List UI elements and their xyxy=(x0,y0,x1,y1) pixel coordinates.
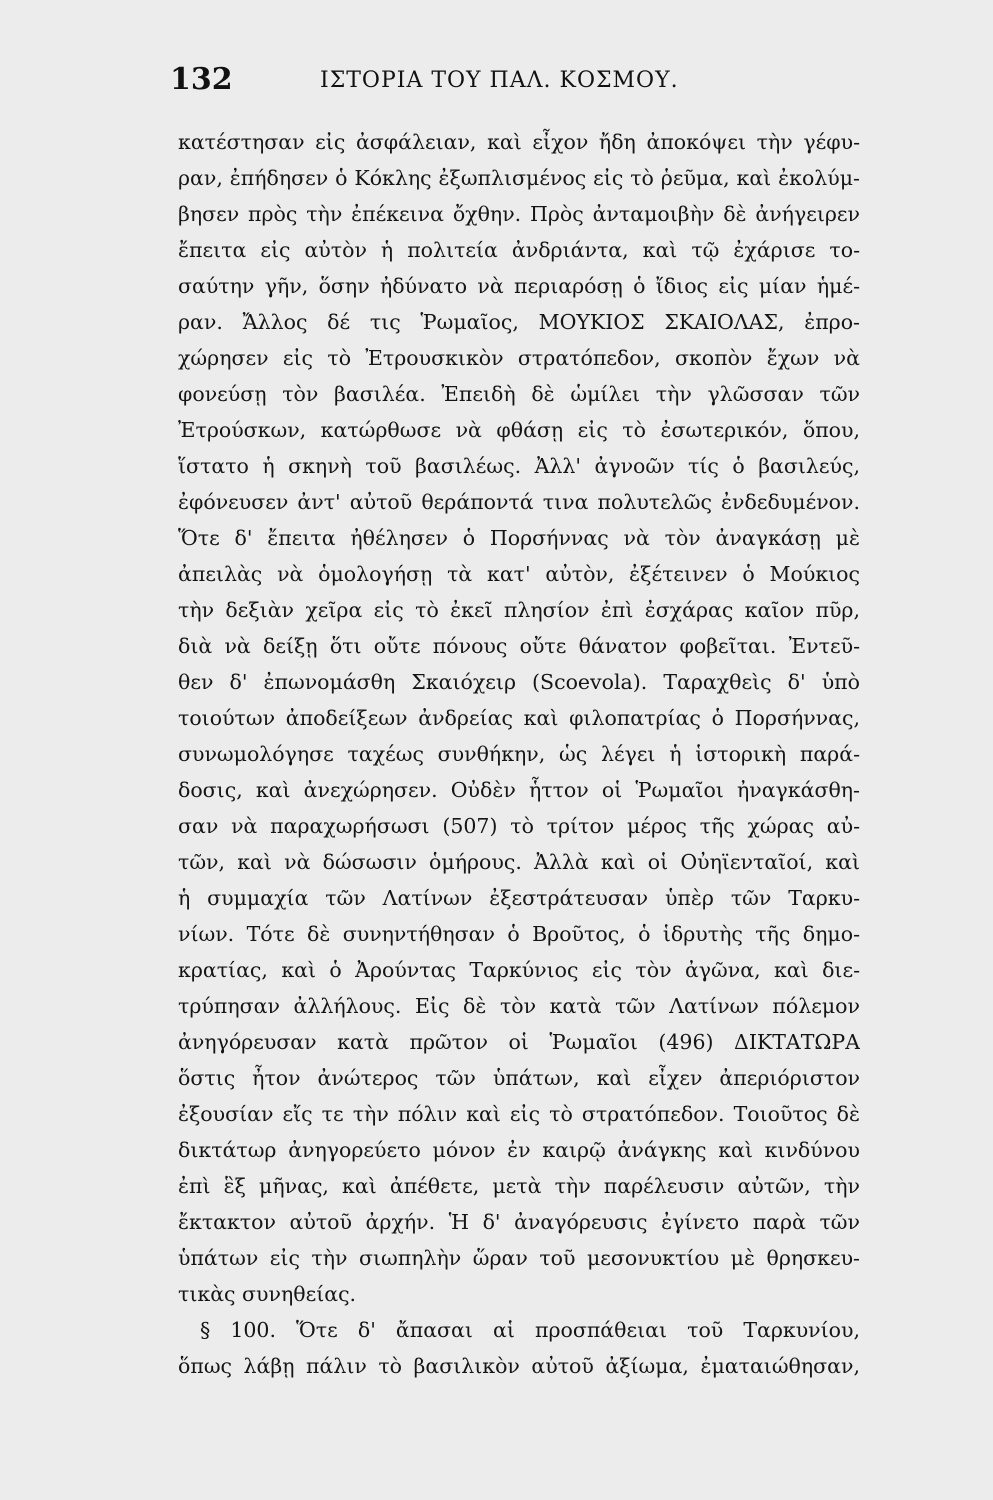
text-line: ἡ συμμαχία τῶν Λατίνων ἐξεστράτευσαν ὑπὲρ τῶν Ταρκυ- xyxy=(178,886,860,910)
text-line: σαύτην γῆν, ὅσην ἠδύνατο νὰ περιαρόσῃ ὁ ἴδιος εἰς μίαν ἡμέ- xyxy=(178,274,860,298)
text-line: διὰ νὰ δείξῃ ὅτι οὔτε πόνους οὔτε θάνατον φοβεῖται. Ἐντεῦ- xyxy=(178,634,860,658)
text-line: χώρησεν εἰς τὸ Ἐτρουσκικὸν στρατόπεδον, σκοπὸν ἔχων νὰ xyxy=(178,346,860,370)
text-line: ραν, ἐπήδησεν ὁ Κόκλης ἐξωπλισμένος εἰς τὸ ῥεῦμα, καὶ ἐκολύμ- xyxy=(178,166,860,190)
text-line: δικτάτωρ ἀνηγορεύετο μόνον ἐν καιρῷ ἀνάγκης καὶ κινδύνου xyxy=(178,1138,860,1162)
text-line: βησεν πρὸς τὴν ἐπέκεινα ὄχθην. Πρὸς ἀνταμοιβὴν δὲ ἀνήγειρεν xyxy=(178,202,860,226)
text-line: Ἐτρούσκων, κατώρθωσε νὰ φθάσῃ εἰς τὸ ἐσωτερικόν, ὅπου, xyxy=(178,418,860,442)
text-line: σαν νὰ παραχωρήσωσι (507) τὸ τρίτον μέρος τῆς χώρας αὐ- xyxy=(178,814,860,838)
text-line: ἵστατο ἡ σκηνὴ τοῦ βασιλέως. Ἀλλ' ἀγνοῶν τίς ὁ βασιλεύς, xyxy=(178,454,860,478)
text-line: ἀπειλὰς νὰ ὁμολογήσῃ τὰ κατ' αὐτὸν, ἐξέτεινεν ὁ Μούκιος xyxy=(178,562,860,586)
text-line: ἐφόνευσεν ἀντ' αὐτοῦ θεράποντά τινα πολυτελῶς ἐνδεδυμένον. xyxy=(178,490,860,514)
text-line: ἐπὶ ἓξ μῆνας, καὶ ἀπέθετε, μετὰ τὴν παρέλευσιν αὐτῶν, τὴν xyxy=(178,1174,860,1198)
text-line: ραν. Ἄλλος δέ τις Ῥωμαῖος, ΜΟΥΚΙΟΣ ΣΚΑΙΟΛΑΣ, ἐπρο- xyxy=(178,310,860,334)
text-line: κρατίας, καὶ ὁ Ἀρούντας Ταρκύνιος εἰς τὸν ἀγῶνα, καὶ διε- xyxy=(178,958,860,982)
text-line: θεν δ' ἐπωνομάσθη Σκαιόχειρ (Scoevola). Ταραχθεὶς δ' ὑπὸ xyxy=(178,670,860,694)
text-line: ὅπως λάβῃ πάλιν τὸ βασιλικὸν αὐτοῦ ἀξίωμα, ἐματαιώθησαν, xyxy=(178,1354,860,1378)
text-line: ἔπειτα εἰς αὐτὸν ἡ πολιτεία ἀνδριάντα, καὶ τῷ ἐχάρισε το- xyxy=(178,238,860,262)
running-title: ΙΣΤΟΡΙΑ ΤΟΥ ΠΑΛ. ΚΟΣΜΟΥ. xyxy=(320,68,679,93)
text-line: ἐξουσίαν εἴς τε τὴν πόλιν καὶ εἰς τὸ στρατόπεδον. Τοιοῦτος δὲ xyxy=(178,1102,860,1126)
text-line: τρύπησαν ἀλλήλους. Εἰς δὲ τὸν κατὰ τῶν Λατίνων πόλεμον xyxy=(178,994,860,1018)
text-line: ὅστις ἦτον ἀνώτερος τῶν ὑπάτων, καὶ εἶχεν ἀπεριόριστον xyxy=(178,1066,860,1090)
text-line: ὑπάτων εἰς τὴν σιωπηλὴν ὥραν τοῦ μεσονυκτίου μὲ θρησκευ- xyxy=(178,1246,860,1270)
text-line: τῶν, καὶ νὰ δώσωσιν ὁμήρους. Ἀλλὰ καὶ οἱ Οὐηϊενταῖοί, καὶ xyxy=(178,850,860,874)
text-line: τὴν δεξιὰν χεῖρα εἰς τὸ ἐκεῖ πλησίον ἐπὶ ἐσχάρας καῖον πῦρ, xyxy=(178,598,860,622)
page-number: 132 xyxy=(170,62,233,97)
section-heading-line: § 100. Ὅτε δ' ἄπασαι αἱ προσπάθειαι τοῦ Ταρκυνίου, xyxy=(200,1318,860,1342)
text-line: τοιούτων ἀποδείξεων ἀνδρείας καὶ φιλοπατρίας ὁ Πορσήννας, xyxy=(178,706,860,730)
text-line: φονεύσῃ τὸν βασιλέα. Ἐπειδὴ δὲ ὡμίλει τὴν γλῶσσαν τῶν xyxy=(178,382,860,406)
text-line: Ὅτε δ' ἔπειτα ἠθέλησεν ὁ Πορσήννας νὰ τὸν ἀναγκάσῃ μὲ xyxy=(178,526,860,550)
text-line: δοσις, καὶ ἀνεχώρησεν. Οὐδὲν ἧττον οἱ Ῥωμαῖοι ἠναγκάσθη- xyxy=(178,778,860,802)
text-line: συνωμολόγησε ταχέως συνθήκην, ὡς λέγει ἡ ἱστορικὴ παρά- xyxy=(178,742,860,766)
text-line: ἔκτακτον αὐτοῦ ἀρχήν. Ἡ δ' ἀναγόρευσις ἐγίνετο παρὰ τῶν xyxy=(178,1210,860,1234)
text-line: τικὰς συνηθείας. xyxy=(178,1282,357,1306)
text-line: κατέστησαν εἰς ἀσφάλειαν, καὶ εἶχον ἤδη ἀποκόψει τὴν γέφυ- xyxy=(178,130,860,154)
text-line: νίων. Τότε δὲ συνηντήθησαν ὁ Βροῦτος, ὁ ἱδρυτὴς τῆς δημο- xyxy=(178,922,860,946)
page-header xyxy=(170,62,860,102)
body-text xyxy=(178,124,860,1384)
text-line: ἀνηγόρευσαν κατὰ πρῶτον οἱ Ῥωμαῖοι (496) ΔΙΚΤΑΤΩΡΑ xyxy=(178,1030,860,1054)
